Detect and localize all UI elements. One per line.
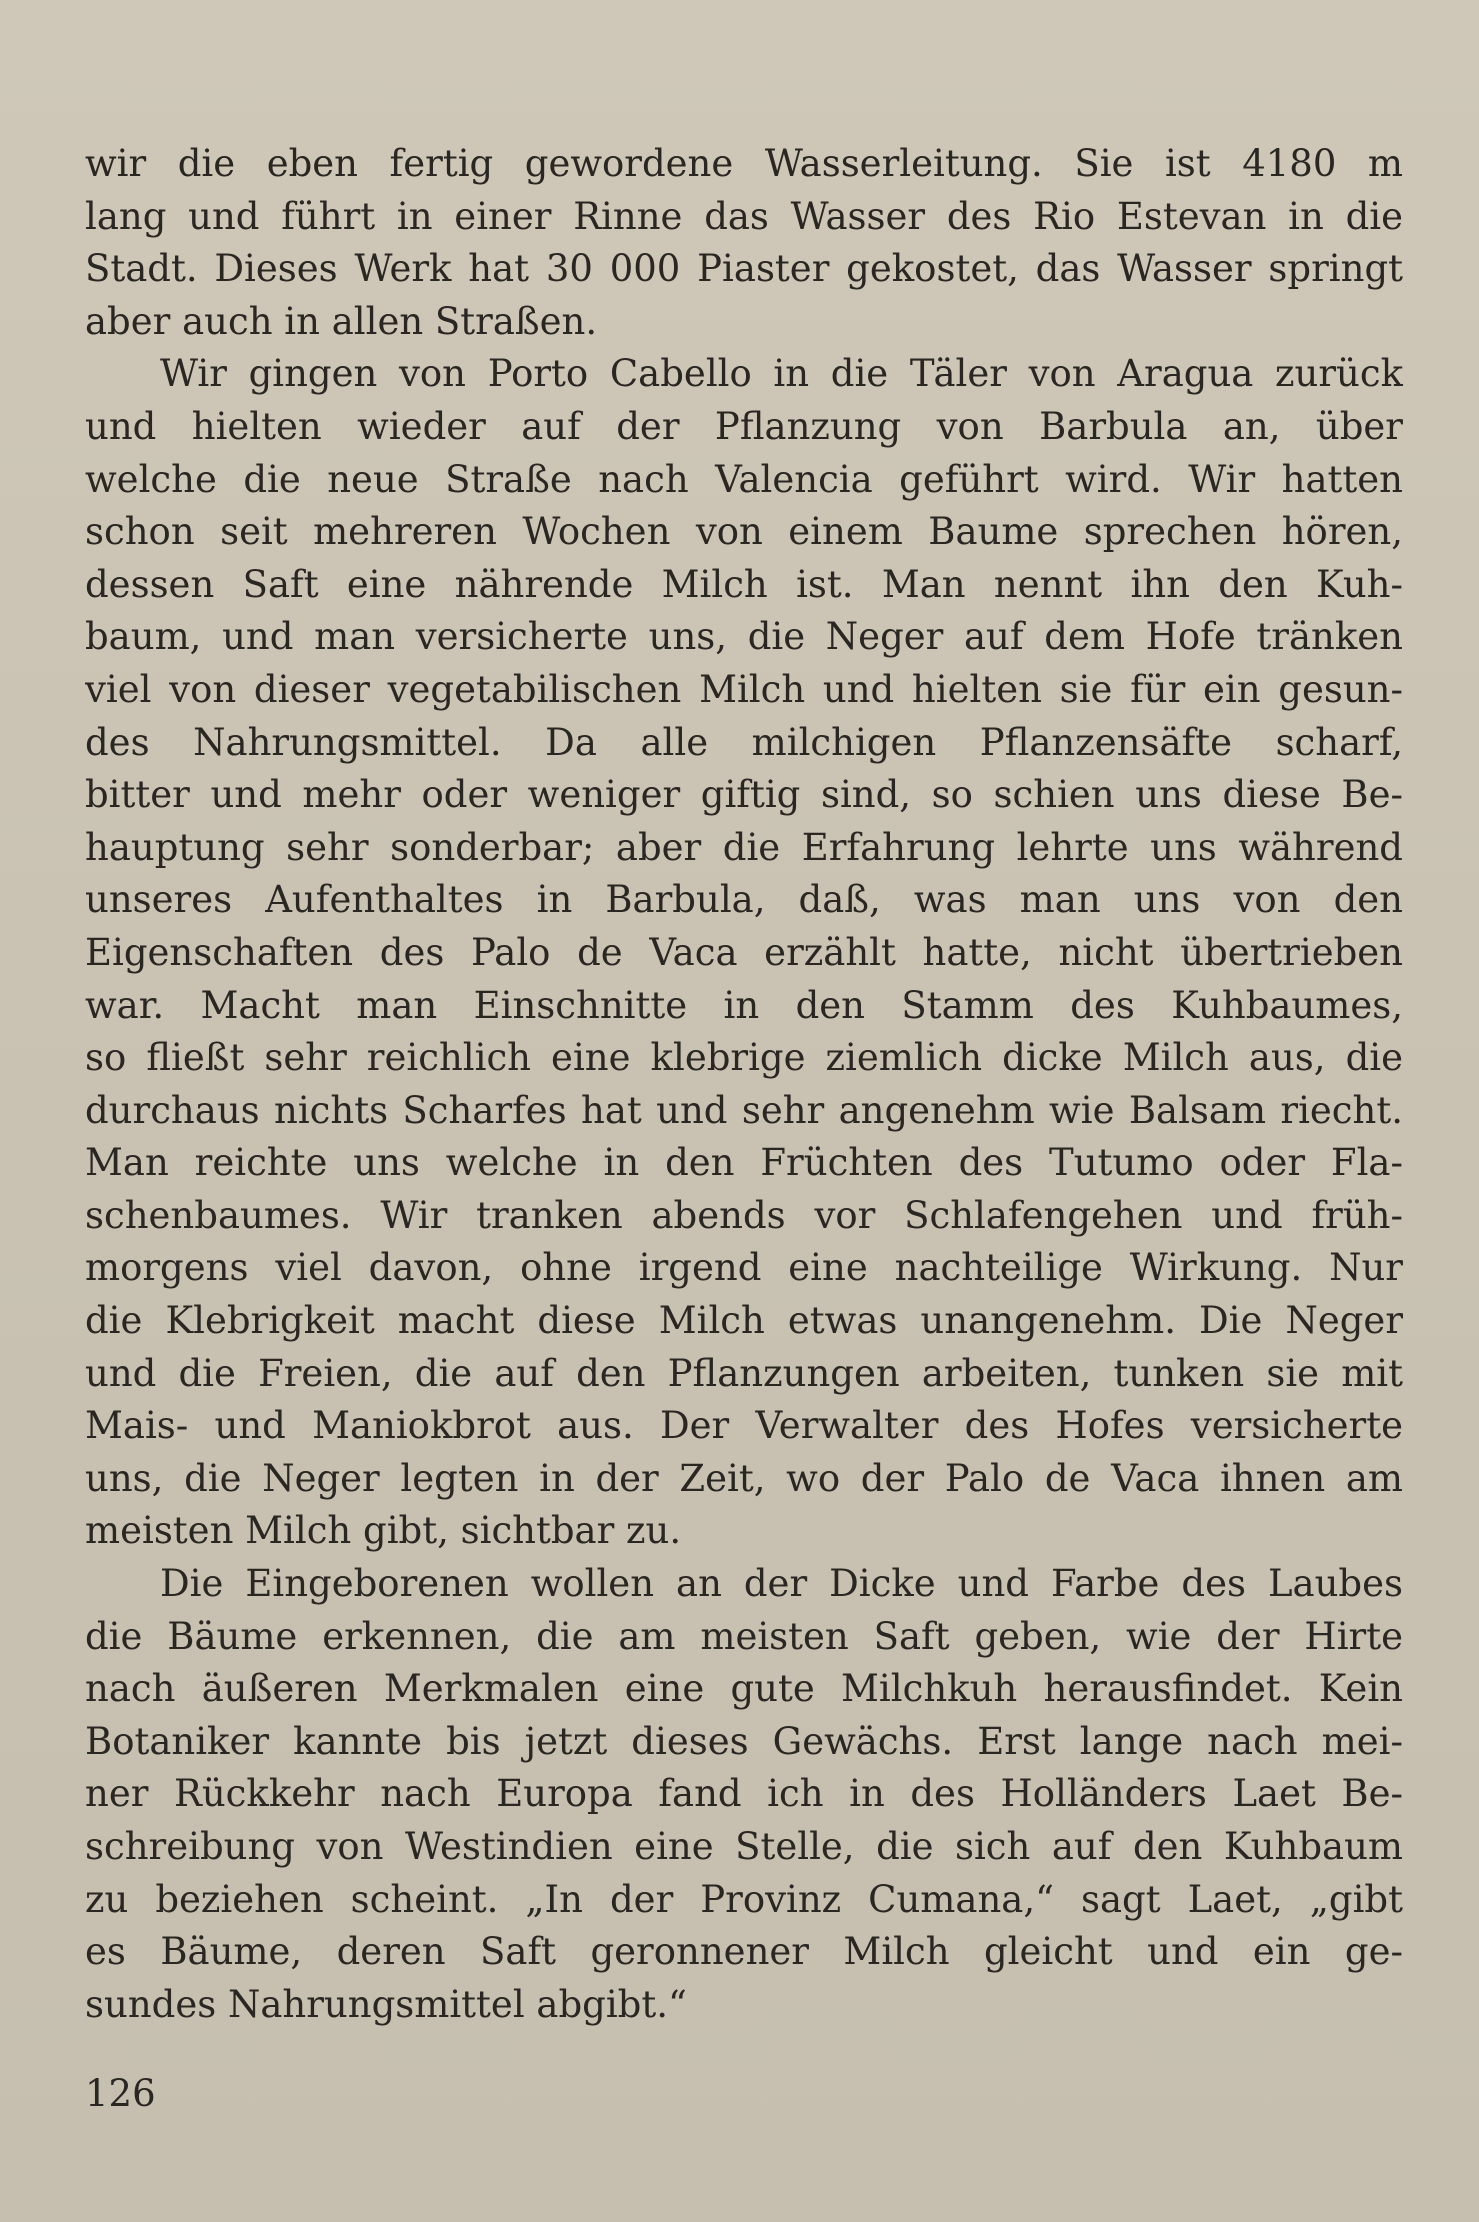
text-line: nach äußeren Merkmalen eine gute Milchkuh herausfindet. Kein [85,1667,1403,1711]
text-line: Eigenschaften des Palo de Vaca erzählt hatte, nicht übertrieben [85,930,1403,974]
body-text [85,138,1403,2031]
text-line: morgens viel davon, ohne irgend eine nachteilige Wirkung. Nur [85,1246,1403,1290]
text-line: so fließt sehr reichlich eine klebrige ziemlich dicke Milch aus, die [85,1036,1403,1080]
text-line: bitter und mehr oder weniger giftig sind, so schien uns diese Be- [85,773,1403,817]
text-line: Botaniker kannte bis jetzt dieses Gewächs. Erst lange nach mei- [85,1719,1403,1763]
text-line: Wir gingen von Porto Cabello in die Täler von Aragua zurück [160,352,1403,396]
text-line: unseres Aufenthaltes in Barbula, daß, was man uns von den [85,878,1403,922]
text-line: dessen Saft eine nährende Milch ist. Man nennt ihn den Kuh- [85,562,1403,606]
text-line: sundes Nahrungsmittel abgibt.“ [85,1982,687,2026]
text-line: und die Freien, die auf den Pflanzungen arbeiten, tunken sie mit [85,1351,1403,1395]
text-line: ner Rückkehr nach Europa fand ich in des Holländers Laet Be- [85,1772,1403,1816]
text-line: war. Macht man Einschnitte in den Stamm des Kuhbaumes, [85,983,1403,1027]
text-line: es Bäume, deren Saft geronnener Milch gleicht und ein ge- [85,1930,1403,1974]
text-line: meisten Milch gibt, sichtbar zu. [85,1509,682,1553]
text-line: Man reichte uns welche in den Früchten des Tutumo oder Fla- [85,1141,1403,1185]
text-line: Die Eingeborenen wollen an der Dicke und Farbe des Laubes [160,1562,1403,1606]
text-line: aber auch in allen Straßen. [85,299,598,343]
text-line: die Klebrigkeit macht diese Milch etwas unangenehm. Die Neger [85,1299,1403,1343]
text-line: welche die neue Straße nach Valencia geführt wird. Wir hatten [85,457,1403,501]
text-line: zu beziehen scheint. „In der Provinz Cumana,“ sagt Laet, „gibt [85,1877,1403,1921]
page-number: 126 [85,2072,156,2115]
text-line: uns, die Neger legten in der Zeit, wo der Palo de Vaca ihnen am [85,1456,1403,1500]
text-line: schon seit mehreren Wochen von einem Baume sprechen hören, [85,510,1403,554]
text-line: hauptung sehr sonderbar; aber die Erfahrung lehrte uns während [85,825,1403,869]
text-line: die Bäume erkennen, die am meisten Saft geben, wie der Hirte [85,1614,1403,1658]
text-line: durchaus nichts Scharfes hat und sehr angenehm wie Balsam riecht. [85,1088,1403,1132]
text-line: schreibung von Westindien eine Stelle, die sich auf den Kuhbaum [85,1825,1403,1868]
text-line: wir die eben fertig gewordene Wasserleitung. Sie ist 4180 m [85,142,1403,185]
text-line: baum, und man versicherte uns, die Neger auf dem Hofe tränken [85,615,1403,659]
text-line: des Nahrungsmittel. Da alle milchigen Pflanzensäfte scharf, [85,720,1403,764]
text-line: und hielten wieder auf der Pflanzung von Barbula an, über [85,404,1403,448]
text-line: Mais- und Maniokbrot aus. Der Verwalter des Hofes versicherte [85,1404,1403,1448]
text-line: Stadt. Dieses Werk hat 30 000 Piaster gekostet, das Wasser springt [85,247,1403,291]
text-line: viel von dieser vegetabilischen Milch und hielten sie für ein gesun- [85,667,1403,711]
text-line: schenbaumes. Wir tranken abends vor Schlafengehen und früh- [85,1193,1403,1237]
text-line: lang und führt in einer Rinne das Wasser des Rio Estevan in die [85,194,1403,238]
